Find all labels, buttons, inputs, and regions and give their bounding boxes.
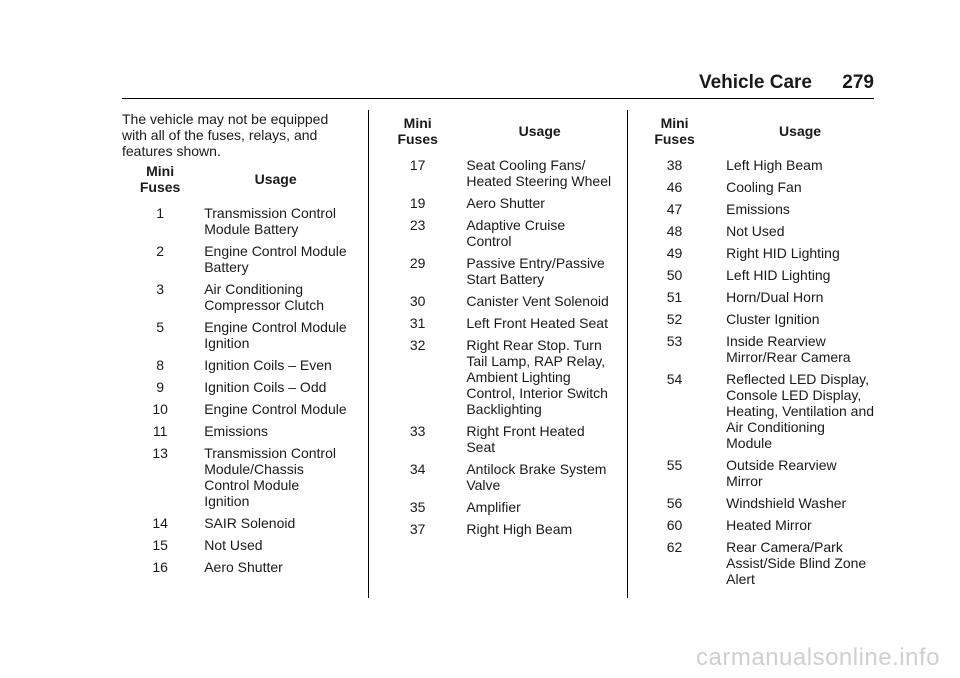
section-title: Vehicle Care <box>698 72 812 93</box>
table-row <box>128 275 347 313</box>
column-divider <box>368 110 369 598</box>
fuse-usage: Transmission Control Module Battery <box>204 205 336 237</box>
intro-text: The vehicle may not be equipped with all of the fuses, relays, and features shown. <box>122 111 329 159</box>
fuse-number: 55 <box>666 457 683 473</box>
fuse-usage: Amplifier <box>466 499 521 515</box>
table-row <box>383 493 613 515</box>
table-row <box>128 373 347 395</box>
fuse-usage: Transmission Control Module/Chassis Control Module Ignition <box>204 445 336 509</box>
table-row <box>641 151 874 173</box>
table-row <box>128 351 347 373</box>
fuse-usage: Engine Control Module <box>204 401 347 417</box>
usage-header: Usage <box>779 123 822 139</box>
column-2 <box>383 115 613 537</box>
fuse-usage: Emissions <box>726 201 790 217</box>
fuse-number: 14 <box>152 515 168 531</box>
fuse-number: 10 <box>152 401 168 417</box>
fuse-number: 62 <box>666 539 683 555</box>
table-row <box>128 509 347 531</box>
header-rule <box>122 98 874 99</box>
column-divider <box>627 110 628 598</box>
fuse-number: 8 <box>156 357 164 373</box>
fuse-usage: Left HID Lighting <box>726 267 831 283</box>
table-row <box>641 173 874 195</box>
fuse-usage: Not Used <box>204 537 263 553</box>
fuse-number: 33 <box>409 423 426 439</box>
table-row <box>641 305 874 327</box>
page-number: 279 <box>842 72 874 93</box>
fuse-usage: Air Conditioning Compressor Clutch <box>204 281 325 313</box>
fuse-number: 5 <box>156 319 164 335</box>
fuse-number: 16 <box>152 559 168 575</box>
table-row <box>383 455 613 493</box>
fuse-number: 29 <box>409 255 426 271</box>
table-row <box>383 515 613 537</box>
fuse-usage: Emissions <box>204 423 269 439</box>
fuse-usage: Ignition Coils – Odd <box>204 379 327 395</box>
fuse-number: 52 <box>666 311 683 327</box>
fuse-number: 60 <box>666 517 683 533</box>
table-row <box>641 327 874 365</box>
fuse-usage: Right HID Lighting <box>726 245 840 261</box>
fuse-usage: SAIR Solenoid <box>204 515 296 531</box>
fuse-usage: Passive Entry/Passive Start Battery <box>466 255 605 287</box>
table-row <box>383 309 613 331</box>
fuse-usage: Antilock Brake System Valve <box>466 461 607 493</box>
fuse-usage: Reflected LED Display, Console LED Display, Heating, Ventilation and Air Conditioning Module <box>726 371 875 451</box>
fuse-usage: Rear Camera/Park Assist/Side Blind Zone Alert <box>726 539 867 587</box>
fuse-number: 51 <box>666 289 683 305</box>
fuse-usage: Right Front Heated Seat <box>466 423 585 455</box>
table-row <box>641 365 874 451</box>
fuse-usage: Right High Beam <box>466 521 573 537</box>
fuse-usage: Windshield Washer <box>726 495 847 511</box>
fuse-usage: Not Used <box>726 223 785 239</box>
fuse-usage: Aero Shutter <box>204 559 283 575</box>
fuse-header: Mini Fuses <box>397 115 438 147</box>
fuse-number: 49 <box>666 245 683 261</box>
fuse-number: 1 <box>156 205 164 221</box>
table-row <box>383 189 613 211</box>
table-row <box>383 287 613 309</box>
fuse-number: 54 <box>666 371 683 387</box>
fuse-usage: Canister Vent Solenoid <box>466 293 609 309</box>
fuse-usage: Left High Beam <box>726 157 823 173</box>
fuse-usage: Right Rear Stop. Turn Tail Lamp, RAP Relay, Ambient Lighting Control, Interior Switch Backlighting <box>466 337 608 417</box>
fuse-number: 46 <box>666 179 683 195</box>
fuse-usage: Ignition Coils – Even <box>204 357 332 373</box>
table-row <box>641 239 874 261</box>
table-row <box>128 439 347 509</box>
fuse-number: 32 <box>409 337 426 353</box>
fuse-number: 37 <box>409 521 426 537</box>
fuse-usage: Outside Rearview Mirror <box>726 457 837 489</box>
table-row <box>641 217 874 239</box>
watermark: carmanualsonline.info <box>696 644 940 671</box>
table-row <box>128 313 347 351</box>
table-row <box>641 451 874 489</box>
fuse-number: 9 <box>156 379 164 395</box>
fuse-number: 15 <box>152 537 168 553</box>
fuse-usage: Inside Rearview Mirror/Rear Camera <box>726 333 851 365</box>
fuse-number: 23 <box>409 217 426 233</box>
fuse-table <box>383 115 613 537</box>
fuse-number: 17 <box>409 157 426 173</box>
fuse-number: 13 <box>152 445 168 461</box>
table-row <box>383 417 613 455</box>
fuse-usage: Engine Control Module Battery <box>204 243 347 275</box>
fuse-number: 19 <box>409 195 426 211</box>
fuse-number: 50 <box>666 267 683 283</box>
table-row <box>383 151 613 189</box>
fuse-usage: Adaptive Cruise Control <box>466 217 566 249</box>
fuse-number: 56 <box>666 495 683 511</box>
fuse-header: Mini Fuses <box>654 115 695 147</box>
table-row <box>128 237 347 275</box>
fuse-usage: Seat Cooling Fans/ Heated Steering Wheel <box>466 157 612 189</box>
fuse-usage: Cluster Ignition <box>726 311 820 327</box>
column-1 <box>122 111 347 575</box>
fuse-number: 47 <box>666 201 683 217</box>
page-header <box>122 70 874 96</box>
usage-header: Usage <box>254 171 297 187</box>
fuse-usage: Engine Control Module Ignition <box>204 319 347 351</box>
table-row <box>383 211 613 249</box>
fuse-usage: Heated Mirror <box>726 517 812 533</box>
fuse-number: 11 <box>152 423 168 439</box>
table-row <box>128 417 347 439</box>
fuse-number: 3 <box>156 281 164 297</box>
fuse-number: 30 <box>409 293 426 309</box>
fuse-number: 34 <box>409 461 426 477</box>
table-row <box>128 199 347 237</box>
fuse-usage: Cooling Fan <box>726 179 802 195</box>
table-row <box>641 283 874 305</box>
fuse-number: 53 <box>666 333 683 349</box>
table-row <box>383 249 613 287</box>
fuse-number: 31 <box>409 315 426 331</box>
table-row <box>641 261 874 283</box>
column-3 <box>641 115 874 587</box>
table-row <box>128 531 347 553</box>
usage-header: Usage <box>518 123 561 139</box>
fuse-table <box>641 115 874 587</box>
fuse-usage: Aero Shutter <box>466 195 545 211</box>
table-row <box>641 533 874 587</box>
fuse-number: 38 <box>666 157 683 173</box>
fuse-header: Mini Fuses <box>139 163 181 195</box>
fuse-usage: Horn/Dual Horn <box>726 289 824 305</box>
fuse-number: 48 <box>666 223 683 239</box>
fuse-number: 35 <box>409 499 426 515</box>
fuse-usage: Left Front Heated Seat <box>466 315 608 331</box>
table-row <box>383 331 613 417</box>
fuse-number: 2 <box>156 243 164 259</box>
table-row <box>128 553 347 575</box>
table-row <box>641 489 874 511</box>
fuse-table <box>128 163 347 575</box>
table-row <box>128 395 347 417</box>
table-row <box>641 511 874 533</box>
table-row <box>641 195 874 217</box>
